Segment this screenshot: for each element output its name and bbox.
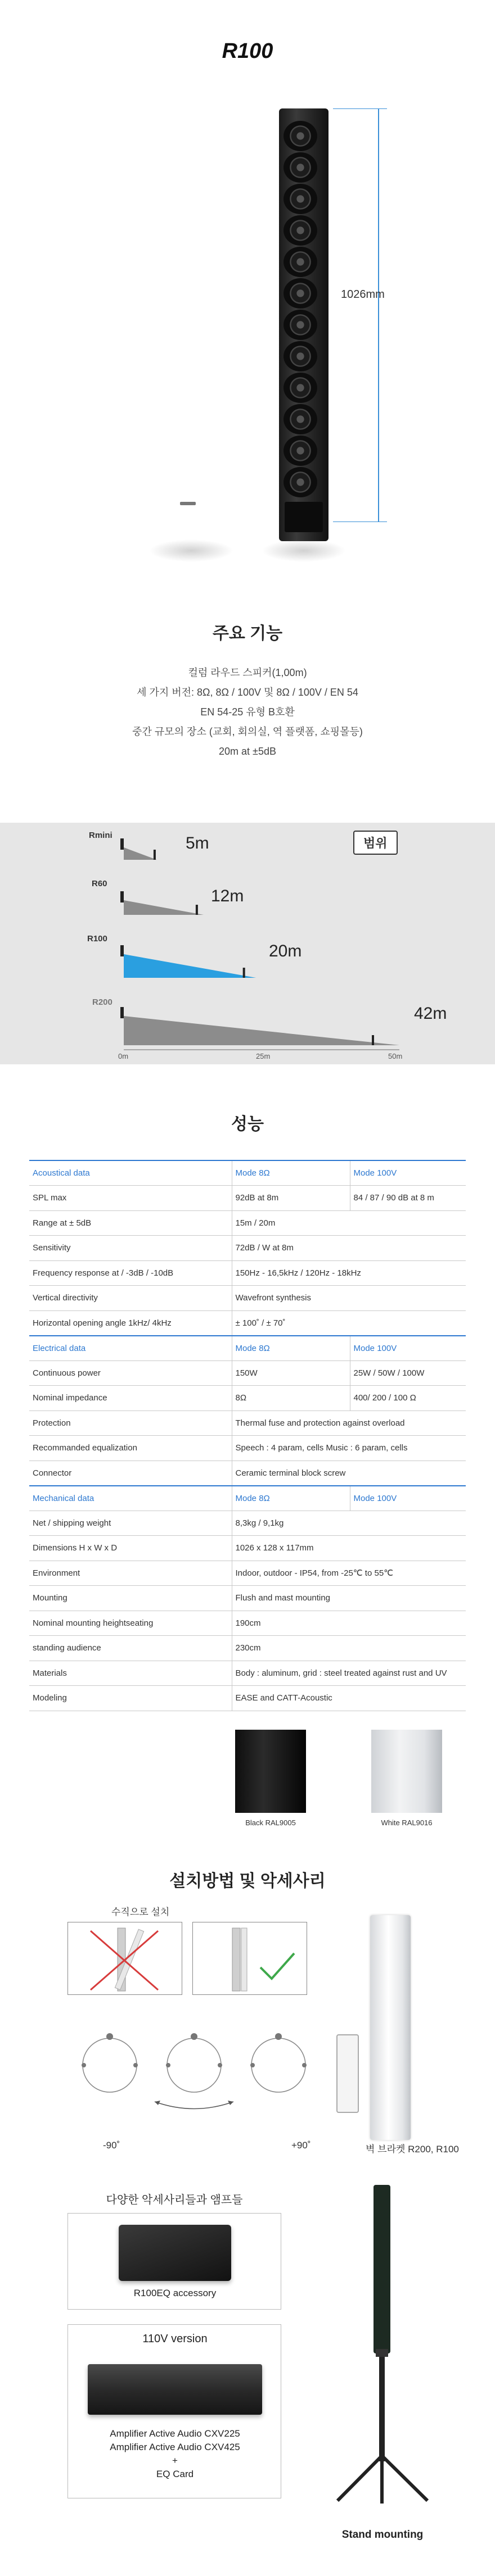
range-coverage-wedge [124,1012,399,1045]
table-row [29,1686,466,1711]
specs-heading: 성능 [231,1115,264,1133]
driver-cone [284,247,317,277]
bass-port [285,502,323,532]
table-row [29,1411,466,1436]
table-cell: Indoor, outdoor - IP54, from -25℃ to 55℃ [232,1561,466,1586]
features-list [0,663,495,761]
table-cell: Recommanded equalization [29,1436,232,1461]
amp-line: + [172,2455,178,2466]
table-cell: Protection [29,1411,232,1436]
table-cell: 150Hz - 16,5kHz / 120Hz - 18kHz [232,1260,466,1286]
feature-line: 세 가지 버전: 8Ω, 8Ω / 100V 및 8Ω / 100V / EN 54 [137,687,358,698]
table-cell: Sensitivity [29,1236,232,1261]
feature-line: EN 54-25 유형 B호환 [200,706,295,718]
eq-device-image [119,2225,231,2281]
speaker-logo [180,502,196,505]
table-row [29,1436,466,1461]
table-cell: Ceramic terminal block screw [232,1461,466,1486]
feature-line: 컬럼 라우드 스피커(1,00m) [188,667,307,678]
angle-left-label: -90˚ [103,2140,120,2151]
table-row [29,1461,466,1486]
driver-cone [284,436,317,466]
accessories-heading: 다양한 악세사리들과 앰프들 [106,2194,243,2206]
table-cell: Modeling [29,1686,232,1711]
bracket-label: 벽 브라켓 R200, R100 [366,2144,459,2155]
features-heading: 주요 기능 [212,624,283,643]
table-cell: Mode 8Ω [232,1336,350,1361]
v110-heading: 110V version [142,2333,208,2345]
table-cell: 1026 x 128 x 117mm [232,1536,466,1561]
amp-line: EQ Card [156,2469,194,2479]
table-section-header [29,1160,466,1186]
listener-figure [196,905,198,915]
table-section-header [29,1336,466,1361]
table-cell: 230cm [232,1636,466,1661]
range-distance-label: 42m [414,1004,447,1023]
driver-cone [284,467,317,497]
range-speaker-marker [120,891,124,902]
table-cell: standing audience [29,1636,232,1661]
range-diagram [0,823,495,1064]
table-row [29,1236,466,1261]
amp-box [68,2324,281,2498]
table-row [29,1536,466,1561]
table-row [29,1386,466,1411]
table-row [29,1586,466,1611]
table-cell: Speech : 4 param, cells Music : 6 param, cells [232,1436,466,1461]
angle-right-label: +90˚ [291,2140,311,2151]
table-row [29,1186,466,1211]
dimension-label: 1026mm [341,288,385,301]
bracket-mount [336,2034,359,2113]
table-cell: Flush and mast mounting [232,1586,466,1611]
feature-line: 중간 규모의 장소 (교회, 회의실, 역 플랫폼, 쇼핑몰등) [132,726,363,737]
table-cell: 15m / 20m [232,1210,466,1236]
table-cell: ± 100˚ / ± 70˚ [232,1310,466,1336]
table-cell: 8Ω [232,1386,350,1411]
table-cell: Materials [29,1661,232,1686]
range-model-label: Rmini [89,831,112,840]
table-cell: Horizontal opening angle 1kHz/ 4kHz [29,1310,232,1336]
dimension-cap-bottom [333,521,387,522]
install-heading: 설치방법 및 악세사리 [169,1872,326,1890]
page-title: R100 [222,39,273,63]
white-finish-swatch [371,1730,442,1813]
table-cell: Dimensions H x W x D [29,1536,232,1561]
driver-cone [284,215,317,246]
table-cell: Vertical directivity [29,1286,232,1311]
eq-accessory-box [68,2213,281,2310]
table-row [29,1511,466,1536]
table-cell: Thermal fuse and protection against overload [232,1411,466,1436]
table-cell: 400/ 200 / 100 Ω [350,1386,466,1411]
table-cell: Mounting [29,1586,232,1611]
table-cell: 84 / 87 / 90 dB at 8 m [350,1186,466,1211]
driver-cone [284,310,317,340]
range-badge: 범위 [353,831,398,855]
table-row [29,1210,466,1236]
range-coverage-wedge [124,950,256,978]
table-cell: Mode 8Ω [232,1160,350,1186]
table-cell: Frequency response at / -3dB / -10dB [29,1260,232,1286]
dimension-line [378,108,379,521]
speaker-front-grille [163,108,213,541]
table-cell: Mode 100V [350,1336,466,1361]
table-cell: Mode 100V [350,1160,466,1186]
range-speaker-marker [120,945,124,956]
table-row [29,1611,466,1636]
table-cell: Wavefront synthesis [232,1286,466,1311]
table-row [29,1360,466,1386]
listener-figure [154,850,156,860]
range-coverage-wedge [124,896,204,915]
range-distance-label: 20m [269,942,302,960]
range-model-label: R60 [92,879,107,888]
range-speaker-marker [120,838,124,850]
table-cell: Environment [29,1561,232,1586]
table-cell: 190cm [232,1611,466,1636]
table-cell: Mechanical data [29,1486,232,1511]
table-cell: Nominal mounting heightseating [29,1611,232,1636]
stand-mounting-illustration [315,2180,450,2506]
speaker-shadow-right [262,539,346,562]
white-finish-label: White RAL9016 [381,1818,433,1827]
range-distance-label: 12m [211,887,244,905]
amp-line: Amplifier Active Audio CXV225 [110,2428,240,2439]
vertical-install-note: 수직으로 설치 [111,1907,170,1917]
range-axis-label: 50m [388,1052,403,1060]
table-cell: Mode 8Ω [232,1486,350,1511]
speaker-open-drivers [279,108,328,541]
range-distance-label: 5m [186,834,209,852]
install-panel-correct [192,1922,307,1995]
table-row [29,1310,466,1336]
table-row [29,1260,466,1286]
range-axis-label: 25m [256,1052,271,1060]
specs-table [29,1160,466,1711]
table-cell: Net / shipping weight [29,1511,232,1536]
table-cell: Electrical data [29,1336,232,1361]
table-row [29,1636,466,1661]
listener-figure [372,1035,374,1045]
amplifier-image [88,2364,262,2415]
install-panel-wrong [68,1922,182,1995]
table-cell: 92dB at 8m [232,1186,350,1211]
white-speaker-bracket [370,1915,411,2140]
table-cell: SPL max [29,1186,232,1211]
table-cell: 72dB / W at 8m [232,1236,466,1261]
table-cell: Mode 100V [350,1486,466,1511]
table-cell: 8,3kg / 9,1kg [232,1511,466,1536]
table-section-header [29,1486,466,1511]
range-axis-label: 0m [118,1052,129,1060]
range-speaker-marker [120,1007,124,1018]
driver-cone [284,278,317,309]
driver-cone [284,152,317,183]
black-finish-swatch [235,1730,306,1813]
table-cell: Connector [29,1461,232,1486]
table-cell: Acoustical data [29,1160,232,1186]
driver-cone [284,404,317,434]
driver-cone [284,341,317,371]
table-cell: EASE and CATT-Acoustic [232,1686,466,1711]
table-row [29,1561,466,1586]
table-cell: Continuous power [29,1360,232,1386]
black-finish-label: Black RAL9005 [245,1818,296,1827]
table-cell: 25W / 50W / 100W [350,1360,466,1386]
table-cell: Body : aluminum, grid : steel treated against rust and UV [232,1661,466,1686]
table-row [29,1661,466,1686]
rotation-diagram [70,2017,318,2119]
wrong-install-illustration [68,1922,183,1996]
feature-line: 20m at ±5dB [219,746,276,757]
table-row [29,1286,466,1311]
range-model-label: R200 [92,997,112,1007]
table-cell: Nominal impedance [29,1386,232,1411]
speaker-shadow-left [149,539,233,562]
driver-cone [284,121,317,151]
table-cell: Range at ± 5dB [29,1210,232,1236]
listener-figure [243,968,245,978]
driver-cone [284,184,317,214]
driver-cone [284,373,317,403]
range-model-label: R100 [87,934,107,944]
correct-install-illustration [193,1922,308,1996]
dimension-cap-top [333,108,387,109]
range-coverage-wedge [124,843,157,860]
table-cell: 150W [232,1360,350,1386]
amp-line: Amplifier Active Audio CXV425 [110,2442,240,2452]
eq-accessory-label: R100EQ accessory [133,2288,217,2298]
stand-mounting-label: Stand mounting [341,2529,424,2541]
